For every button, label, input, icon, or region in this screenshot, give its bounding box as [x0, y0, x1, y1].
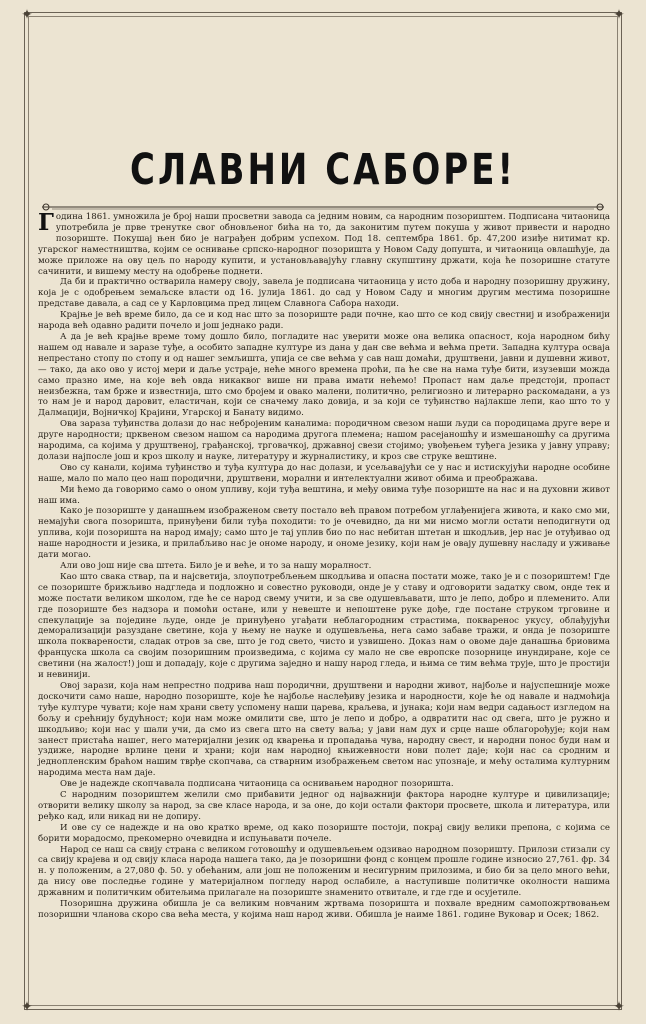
paragraph: И ове су се надежде и на ово кратко време, од како позориште постоји, покрај свију велики препона, с којима се борити морадосмо, прекомерно очевидна и испуњавати почеле.	[38, 822, 610, 844]
document-title: СЛАВНИ САБОРЕ!	[130, 145, 516, 195]
corner-ornament-icon: ✦	[613, 999, 625, 1015]
paragraph: Ми ћемо да говоримо само о оном упливу, који туђа вештина, и међу овима туђе позориште на нас и на духовни живот наш има.	[38, 484, 610, 506]
paragraph: С народним позориштем желили смо прибавити једног од најважнији фактора народне културе и цивилизације; отворити велику школу за народ, за све класе народа, и за оне, до који остали фактори просвете, школа и литература, или ређко кад, или никад ни не допиру.	[38, 790, 610, 822]
drop-cap: Г	[38, 209, 54, 236]
paragraph: Година 1861. умножила је број наши просветни завода са једним новим, са народним позориштем. Подписана читаоница употребила је прве тренутке свог обновљеног бића на то, да законитим путем покуша у живот привести и народно позориште. Покушај њен био је награђен добрим успехом. Под 18. септембра 1861. бр. 47,200 изиђе нитимат кр. угарског наместништва, којим се оснивање српско-народног позоришта у Новом Саду допушта, и читаоница овлашћује, да може приложе на ову цељ по народу купити, и установљавајућу главну скупштину држати, која ће позоришне статуте сачинити, и вишему месту на одобрење поднети.	[38, 209, 610, 277]
paragraph: Овој зарази, која нам непрестно подрива наш породични, друштвени и народни живот, најбоље и најуспешније може доскочити само наше, народно позориште, које ће најбоље наслеђиву језика и народности, које ће од навале и надмоћија туђе културе чувати; које нам храни свету успомену наши царева, краљева, и јунака; који нам ведри садањост изгледом на бољу и срећнију будућност; који нам може омилити све, што је лепо и добро, а одвратити нас од свега, што је ружно и шкодљиво; који нас у шали учи, да смо из свега што на свету ваља; у јави нам дух и срце наше облагорођује; који нам занест пристаћа нашег, него материјални језик од кварења и пропадања чува, народну свест, и народни понос буди нам и уздиже, народне врлине цени и храни; који нам народној књижевности нови полет даје; који нас са сродним и једнопленским браћом нашим тврђе скопчава, са стварним изображењем светом нас упознаје, и мећу осталима културним народима места нам даје.	[38, 680, 610, 779]
paragraph: Али ово још није сва штета. Било је и веће, и то за нашу моралност.	[60, 561, 372, 571]
paragraph: Позоришна дружина обишла је са великим новчаним жртвама позоришта и похвале вредним самопожртвовањем позоришни чланова скоро сва већа места, у којима наш народ живи. Обишла је наиме 1861. године Вуковар и Осек; 1862.	[38, 899, 610, 920]
paragraph: Ове је надежде скопчавала подписана читаоница са оснивањем народног позоришта.	[60, 779, 454, 790]
paragraph: Народ се наш са свију страна с великом готовошћу и одушевљењем одзивао народном позоришту. Прилози стизали су са свију крајева и од свију класа народа нашега тако, да је позоришни фонд с концем прошле године износио 27,761. фр. 34 н. у положеним, а 27,080 ф. 50. у обећаним, али још не положеним и несигурним прилозима, и био би за цело много већи, да нису ове последње године у материјалном погледу народ ослабиле, а наступивше политичке околности нашима државним и политичким обитељима прилагале на позориште знаменито отвитале, и где где и осујетиле.	[38, 844, 610, 899]
corner-ornament-icon: ✦	[21, 999, 33, 1015]
paragraph: Ово су канали, којима туђинство и туђа култура до нас долази, и усељавајући се у нас и истискујући народне особине наше, мало по мало цео наш породични, друштвени, морални и интелектуални живот обима и преображава.	[38, 462, 610, 484]
corner-ornament-icon: ✦	[21, 7, 33, 23]
paragraph: Ова зараза туђинства долази до нас небројеним каналима: породичном свезом наши људи са породицама друге вере и друге народности; црквеном свезом нашом са народима другога племена; нашом расејаношћу и измешаношћу са другима народима, са којима у друштвеној, грађанској, трговачкој, државној свези стојимо; увођењем туђега језика у јавну управу; долази најпосле још и кроз школу и науке, литературу и журналистику, и кроз све струке вештине.	[38, 419, 610, 462]
article-body	[38, 209, 610, 921]
corner-ornament-icon: ✦	[613, 7, 625, 23]
paragraph: Како је позориште у данашњем изображеном свету постало већ правом потребом углађенијега живота, и како смо ми, немајући свога позоришта, принуђени били туђа походити: то је очевидно, да ни ми нисмо могли остати неподигнути од уплива, који позоришта на народ имају; само што је тај уплив био по нас небитан штетан и шкодљив, јер нас је отуђивао од наше народности и језика, и прилабљиво нас је ономе народу, и ономе језику, који нам је овају душевну насладу и уживање дати могао.	[38, 506, 610, 561]
paragraph: Крајње је већ време било, да се и код нас што за позориште ради почне, као што се код свију свестниј и изображенији народа већ одавно радити почело и још једнако ради.	[38, 310, 610, 332]
ornamental-divider	[42, 203, 604, 211]
paragraph: Да би и практично остварила намеру своју, завела је подписана читаоница у исто доба и народну позоришну дружину, која је с одобрењем земаљске власти од 16. јулија 1861. до сад у Новом Саду и многим другим местима позоришне представе давала, а сад се у Карловцима пред лицем Славнога Сабора находи.	[38, 277, 610, 310]
paragraph: А да је већ крајње време тому дошло било, погладите нас уверити може она велика опасност, која народном бићу нашем од навале и заразе туђе, а особито западне културе из дана у дан све већма и већма прети. Западна култура осваја непрестано стопу по стопу и од нашег земљишта, упија се све већма у сав наш домаћи, друштвени, јавни и душевни живот, — тако, да ако ово у истој мери и даље устраје, неће много времена проћи, па ће све на нама туђе бити, изузевши можда само празно име, на које већ овда никаквог више ни права имати нећемо! Пропаст нам даље предстоји, пропаст неизбежна, там брже и известнија, што смо бројем и овако малени, политично, религиозно и литерарно раскомадани, а уз то нам је и народ даровит, еластичан, који се сначему лако довија, и за који се туђинство најлакше лепи, као што то у Далмацији, Војничкој Крајини, Угарској и Банату видимо.	[38, 331, 610, 419]
paragraph: Као што свака ствар, па и најсветија, злоупотребљењем шкодљива и опасна постати може, тако је и с позориштем! Где се позориште брижљиво надгледа и подложно и совестно руководи, онде је у ставу и одговорити задатку свом, онде тек и може постати великом школом, где ће се народ свему учити, и за све одушевљавати, што је лепо, добро и племенито. Али где позориште без надзора и помоћи остане, или у невеште и непоштене руке дође, где постане струком трговине и спекулације за поједине људе, онде је принуђено угађати неблагородним страстима, покваренос укусу, облађујући деморализацији разуздане светине, која у њему не науке и одушевљења, нега само забаве тражи, и онда је позориште школа покварености, сладак отров за све, што је год свето, чисто и узвишено. Доказ нам о овоме даје данашња бриовима француска школа са својим позоришним произведима, с којима су мало не све европске позорнице инундиране, које се светини (на жалост!) још и допадају, које с другима заједно и нашу народ гледа, и њима се тим већма трује, што је простији и невинији.	[38, 571, 610, 681]
